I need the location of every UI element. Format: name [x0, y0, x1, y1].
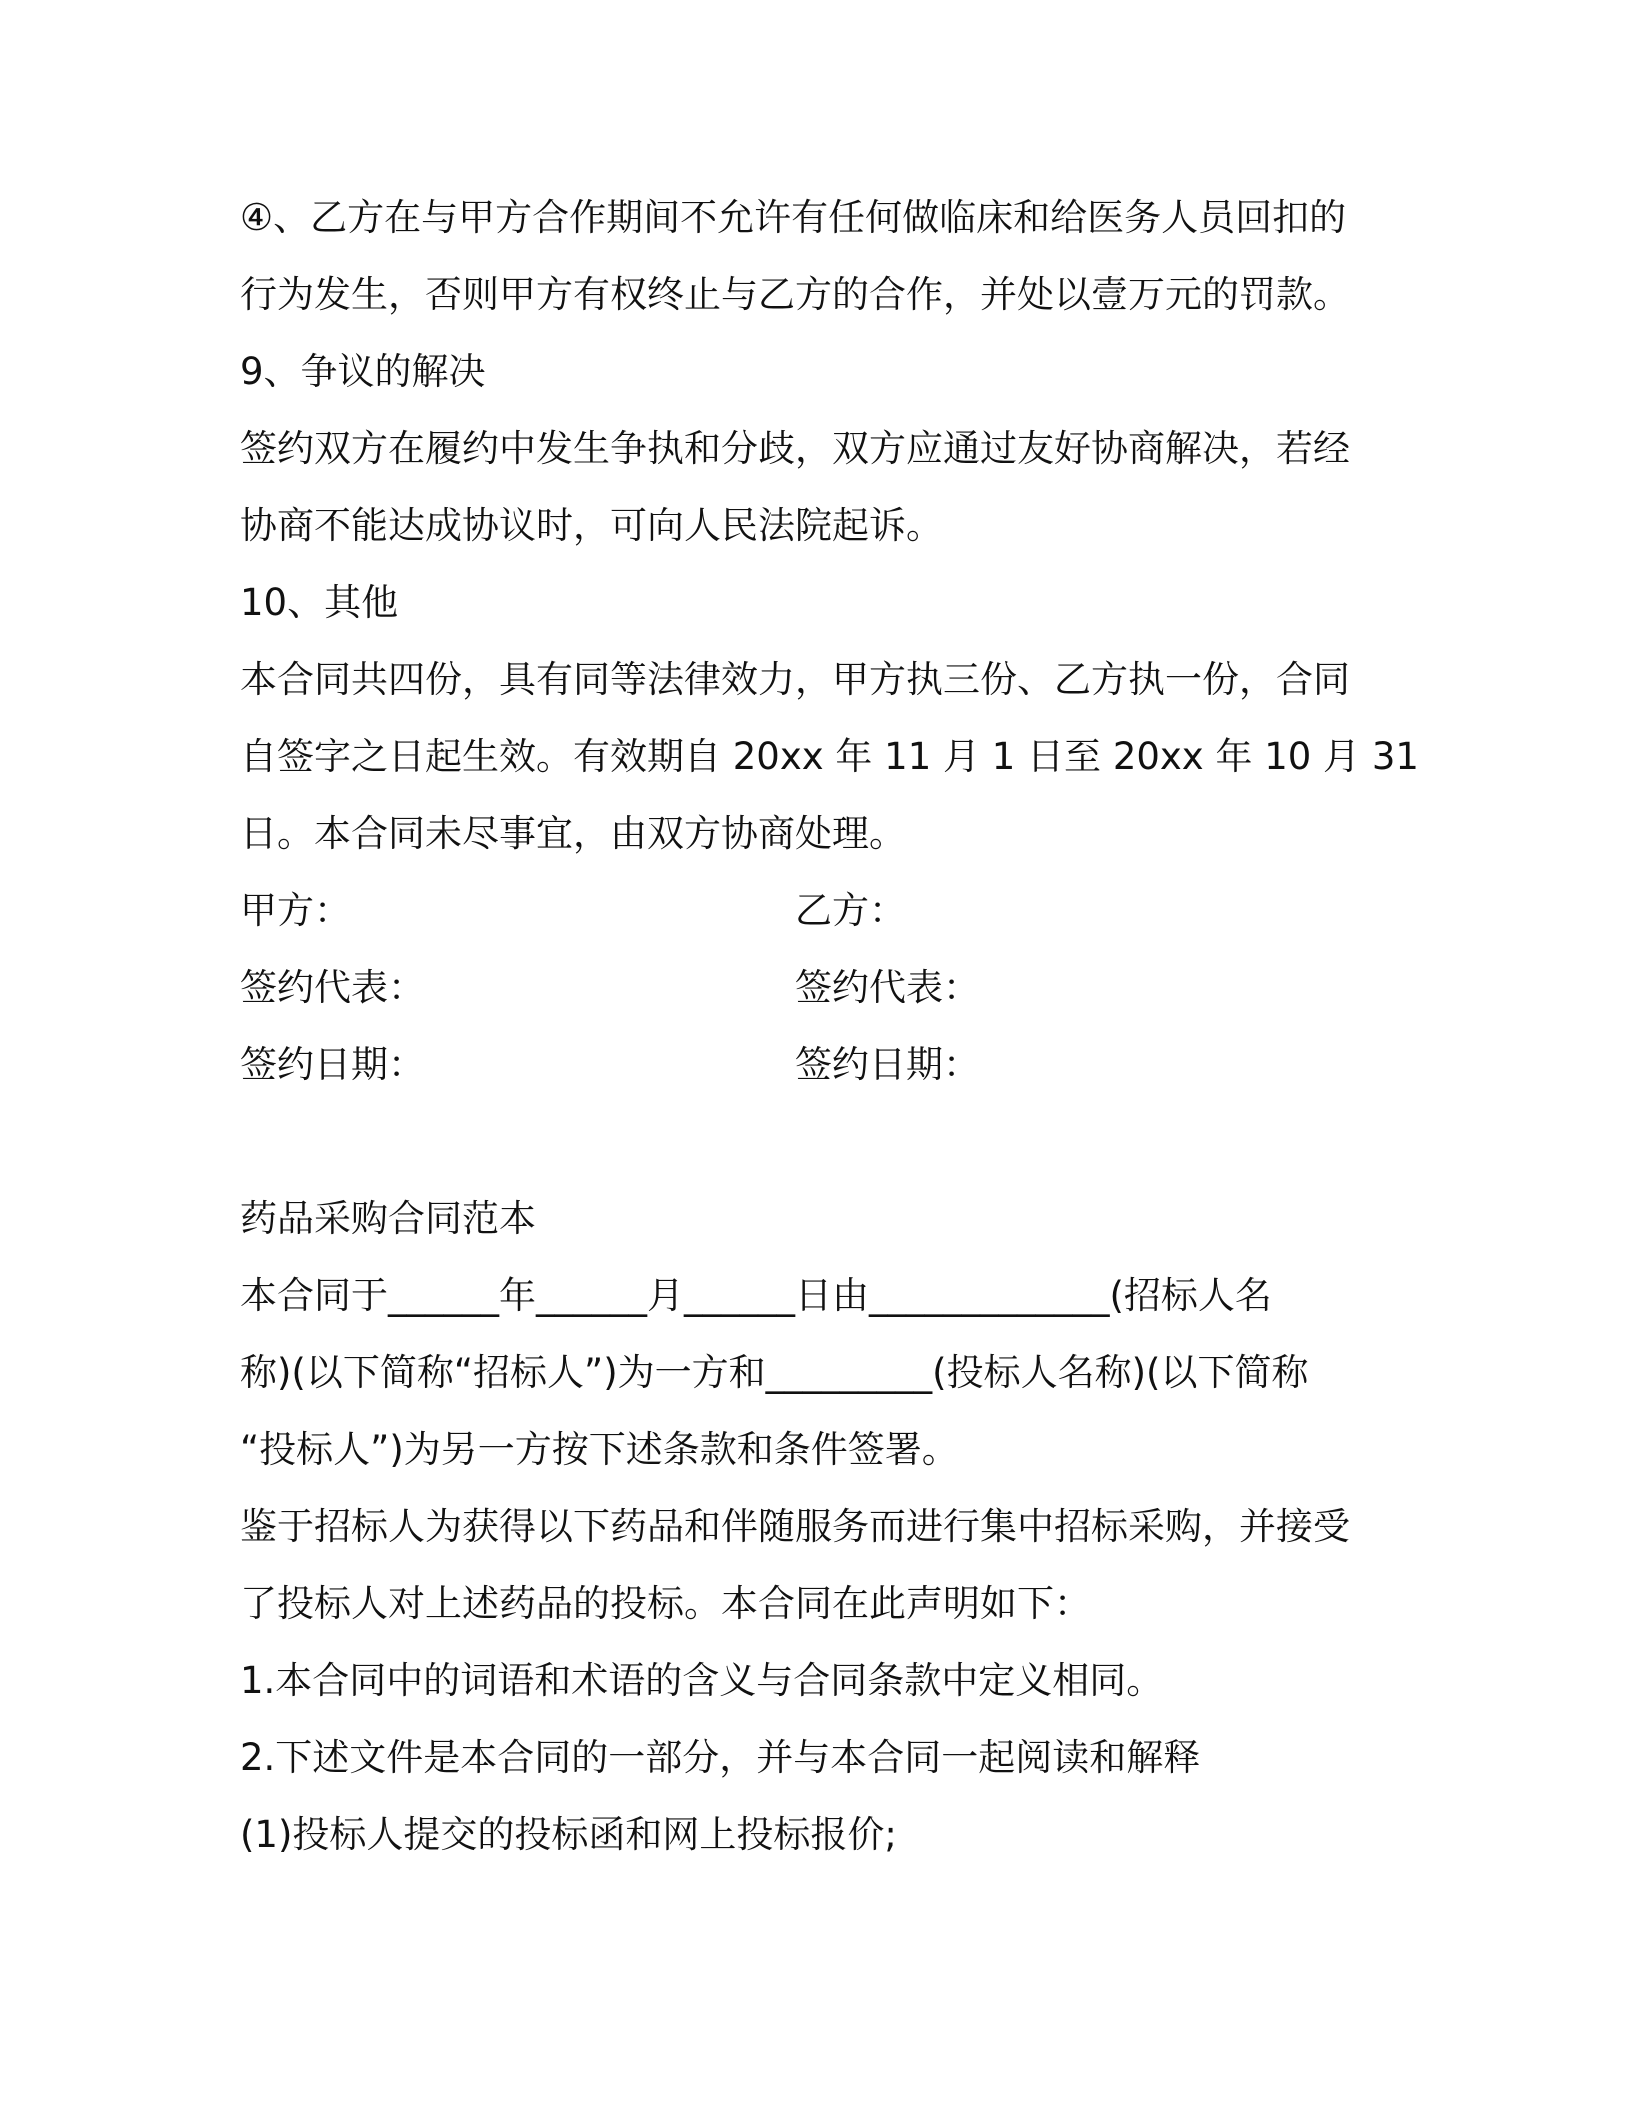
party-a-date-label: 签约日期：: [240, 1043, 425, 1086]
party-b-date-label: 签约日期：: [795, 1043, 980, 1086]
section-heading: 10、其他: [240, 581, 399, 624]
party-a-label: 甲方：: [240, 889, 351, 932]
section-heading: 9、争议的解决: [240, 350, 486, 393]
text-line: 1.本合同中的词语和术语的含义与合同条款中定义相同。: [240, 1659, 1164, 1702]
party-b-label: 乙方：: [795, 889, 906, 932]
party-a-representative-label: 签约代表：: [240, 966, 425, 1009]
text-line: 2.下述文件是本合同的一部分，并与本合同一起阅读和解释: [240, 1736, 1201, 1779]
text-line: 自签字之日起生效。有效期自 20xx 年 11 月 1 日至 20xx 年 10 月 31: [240, 735, 1419, 778]
text-line: 称)(以下简称“招标人”)为一方和_________(投标人名称)(以下简称: [240, 1351, 1309, 1394]
text-line: “投标人”)为另一方按下述条款和条件签署。: [240, 1428, 959, 1471]
party-b-representative-label: 签约代表：: [795, 966, 980, 1009]
text-line: 日。本合同未尽事宜，由双方协商处理。: [240, 812, 906, 855]
text-line: 鉴于招标人为获得以下药品和伴随服务而进行集中招标采购，并接受: [240, 1505, 1350, 1548]
text-line: ④、乙方在与甲方合作期间不允许有任何做临床和给医务人员回扣的: [240, 196, 1347, 239]
text-line: (1)投标人提交的投标函和网上投标报价;: [240, 1813, 897, 1856]
text-line: 本合同于______年______月______日由_____________(招标人名: [240, 1274, 1272, 1317]
section-title: 药品采购合同范本: [240, 1197, 536, 1240]
text-line: 签约双方在履约中发生争执和分歧，双方应通过友好协商解决，若经: [240, 427, 1350, 470]
text-line: 了投标人对上述药品的投标。本合同在此声明如下：: [240, 1582, 1091, 1625]
text-line: 本合同共四份，具有同等法律效力，甲方执三份、乙方执一份，合同: [240, 658, 1350, 701]
text-line: 行为发生，否则甲方有权终止与乙方的合作，并处以壹万元的罚款。: [240, 273, 1350, 316]
text-line: 协商不能达成协议时，可向人民法院起诉。: [240, 504, 943, 547]
